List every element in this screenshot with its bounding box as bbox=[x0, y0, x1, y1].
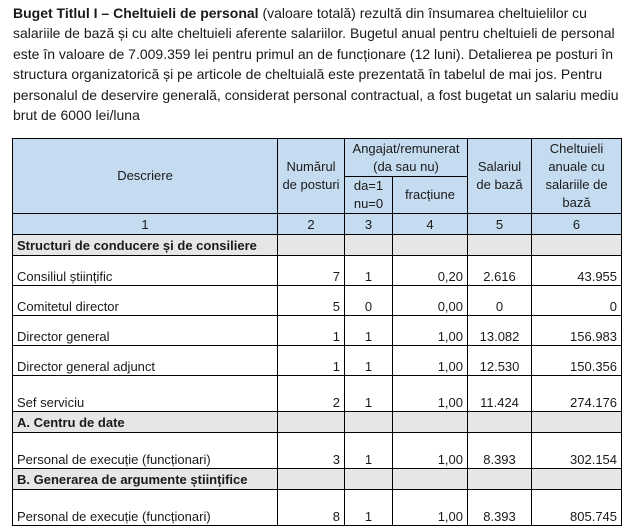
cell-da-nu: 1 bbox=[345, 433, 393, 469]
cell-da-nu: 1 bbox=[345, 376, 393, 412]
col-number: 2 bbox=[278, 214, 345, 235]
cell-cheltuieli: 302.154 bbox=[532, 433, 622, 469]
section-title: A. Centru de date bbox=[13, 412, 278, 433]
cell-posturi: 2 bbox=[278, 376, 345, 412]
col-number: 5 bbox=[468, 214, 532, 235]
cell-salariu: 11.424 bbox=[468, 376, 532, 412]
header-numarul-posturi: Numărul de posturi bbox=[278, 139, 345, 214]
intro-text: (valoare totală) rezultă din însumarea cheltuielilor cu salariile de bază și cu alte cheltuieli aferente salariilor. Bugetul anual pentru cheltuieli de personal este în valoare de 7.009.359 lei pentru primul an de funcționare (12 luni). Detalierea pe posturi în structura organizatorică și pe articole de cheltuială este prezentată în tabelul de mai jos. Pentru personalul de deservire generală, considerat personal contractual, a fost bugetat un salariu mediu brut de 6000 lei/luna bbox=[13, 5, 619, 124]
col-number: 1 bbox=[13, 214, 278, 235]
cell-descriere: Comitetul director bbox=[13, 286, 278, 316]
table-row bbox=[13, 490, 622, 526]
cell-salariu: 13.082 bbox=[468, 316, 532, 346]
cell-salariu: 2.616 bbox=[468, 256, 532, 286]
cell-fractiune: 1,00 bbox=[393, 490, 468, 526]
intro-title: Buget Titlul I – Cheltuieli de personal bbox=[13, 5, 259, 21]
cell-cheltuieli: 156.983 bbox=[532, 316, 622, 346]
header-descriere: Descriere bbox=[13, 139, 278, 214]
col-number: 6 bbox=[532, 214, 622, 235]
header-salariul: Salariul de bază bbox=[468, 139, 532, 214]
cell-descriere: Sef serviciu bbox=[13, 376, 278, 412]
header-angajat-group: Angajat/remunerat (da sau nu) bbox=[345, 139, 468, 177]
section-row bbox=[13, 469, 622, 490]
intro-paragraph bbox=[13, 3, 631, 125]
cell-descriere: Personal de execuție (funcționari) bbox=[13, 433, 278, 469]
cell-descriere: Personal de execuție (funcționari) bbox=[13, 490, 278, 526]
cell-fractiune: 1,00 bbox=[393, 316, 468, 346]
table-row bbox=[13, 286, 622, 316]
cell-da-nu: 1 bbox=[345, 316, 393, 346]
cell-fractiune: 1,00 bbox=[393, 433, 468, 469]
cell-salariu: 0 bbox=[468, 286, 532, 316]
table-row bbox=[13, 376, 622, 412]
cell-da-nu: 1 bbox=[345, 346, 393, 376]
header-fractiune: fracțiune bbox=[393, 177, 468, 214]
table-row bbox=[13, 433, 622, 469]
table-row bbox=[13, 256, 622, 286]
cell-fractiune: 0,00 bbox=[393, 286, 468, 316]
cell-fractiune: 0,20 bbox=[393, 256, 468, 286]
table-row bbox=[13, 316, 622, 346]
section-row bbox=[13, 235, 622, 256]
cell-posturi: 8 bbox=[278, 490, 345, 526]
cell-cheltuieli: 0 bbox=[532, 286, 622, 316]
cell-da-nu: 0 bbox=[345, 286, 393, 316]
cell-posturi: 3 bbox=[278, 433, 345, 469]
cell-cheltuieli: 274.176 bbox=[532, 376, 622, 412]
cell-posturi: 7 bbox=[278, 256, 345, 286]
cell-fractiune: 1,00 bbox=[393, 346, 468, 376]
cell-fractiune: 1,00 bbox=[393, 376, 468, 412]
cell-posturi: 1 bbox=[278, 346, 345, 376]
cell-salariu: 12.530 bbox=[468, 346, 532, 376]
cell-descriere: Director general bbox=[13, 316, 278, 346]
budget-table bbox=[12, 138, 622, 526]
section-row bbox=[13, 412, 622, 433]
cell-salariu: 8.393 bbox=[468, 490, 532, 526]
cell-cheltuieli: 805.745 bbox=[532, 490, 622, 526]
table-row bbox=[13, 346, 622, 376]
section-title: Structuri de conducere și de consiliere bbox=[13, 235, 278, 256]
cell-cheltuieli: 43.955 bbox=[532, 256, 622, 286]
section-title: B. Generarea de argumente științifice bbox=[13, 469, 278, 490]
cell-da-nu: 1 bbox=[345, 256, 393, 286]
header-da-nu: da=1 nu=0 bbox=[345, 177, 393, 214]
column-number-row bbox=[13, 214, 622, 235]
cell-da-nu: 1 bbox=[345, 490, 393, 526]
cell-salariu: 8.393 bbox=[468, 433, 532, 469]
cell-cheltuieli: 150.356 bbox=[532, 346, 622, 376]
col-number: 4 bbox=[393, 214, 468, 235]
cell-posturi: 1 bbox=[278, 316, 345, 346]
header-cheltuieli: Cheltuieli anuale cu salariile de bază bbox=[532, 139, 622, 214]
cell-descriere: Consiliul științific bbox=[13, 256, 278, 286]
cell-posturi: 5 bbox=[278, 286, 345, 316]
cell-descriere: Director general adjunct bbox=[13, 346, 278, 376]
col-number: 3 bbox=[345, 214, 393, 235]
